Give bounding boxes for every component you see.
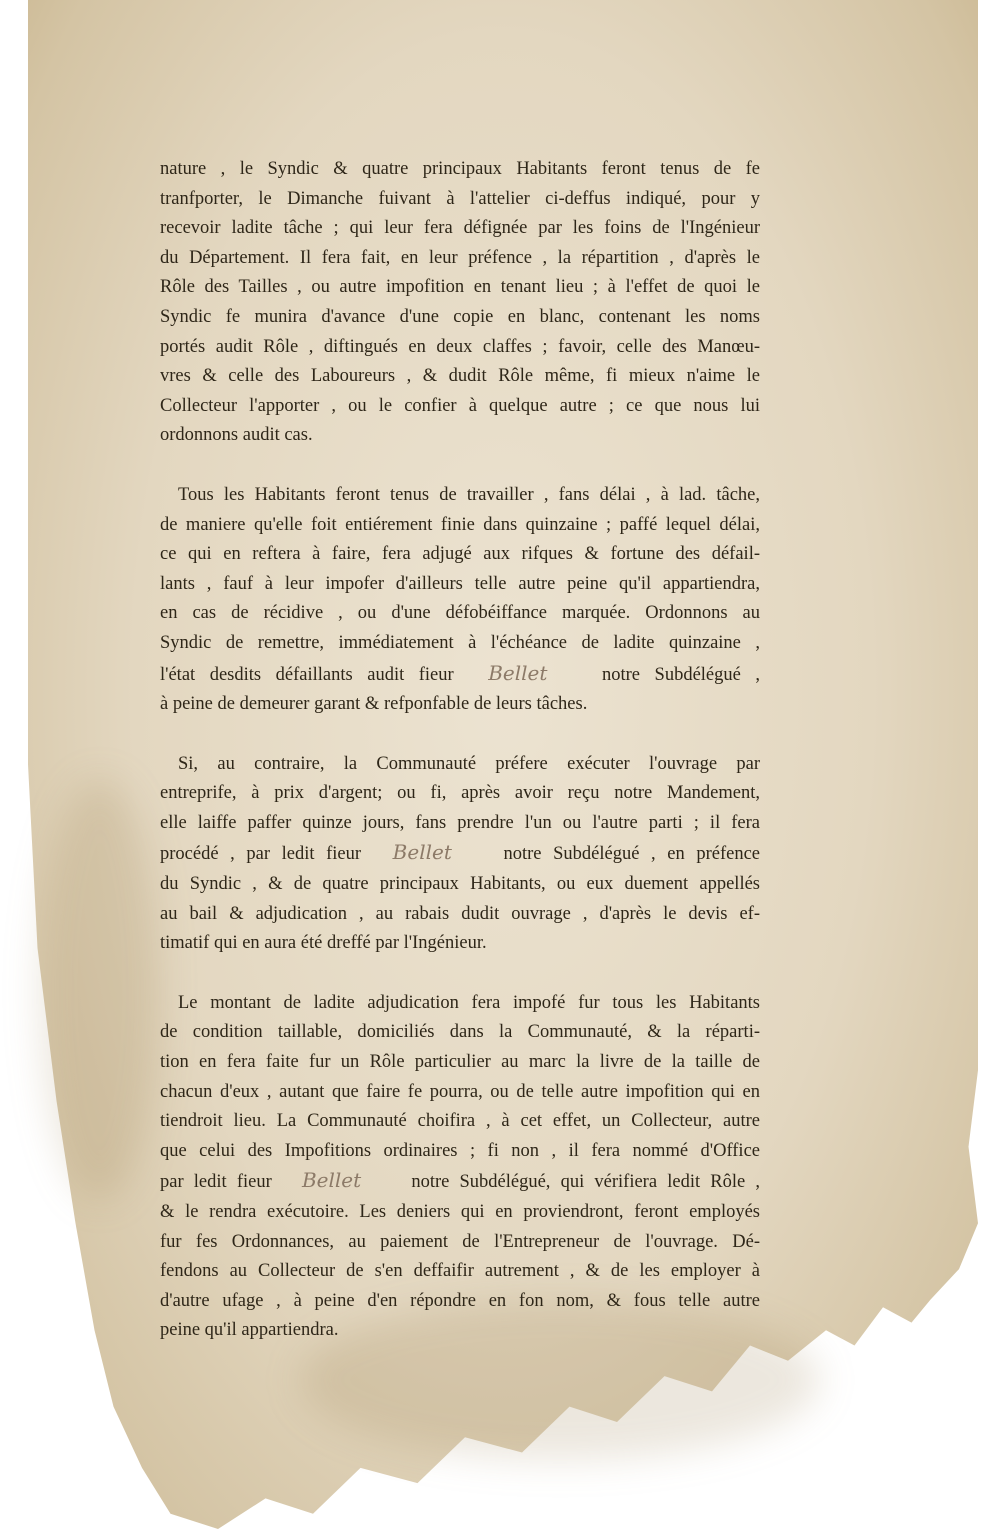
text-line: en cas de récidive , ou d'une défobéiffance marquée. Ordonnons au (160, 603, 760, 624)
handwritten-name: Bellet (488, 660, 548, 685)
text-fragment: notre Subdélégué, qui vérifiera ledit Rôle , (411, 1172, 760, 1193)
text-fragment: par ledit fieur (160, 1172, 272, 1193)
text-line: du Syndic , & de quatre principaux Habitants, ou eux duement appellés (160, 874, 760, 895)
text-fragment: notre Subdélégué , en préfence (503, 844, 761, 865)
text-line: Syndic fe munira d'avance d'une copie en blanc, contenant les noms (160, 306, 760, 327)
text-line: de condition taillable, domiciliés dans la Communauté, & la réparti- (160, 1022, 760, 1043)
text-line: Le montant de ladite adjudication fera impofé fur tous les Habitants (178, 992, 760, 1013)
text-line: tranfporter, le Dimanche fuivant à l'attelier ci-deffus indiqué, pour y (160, 188, 760, 209)
text-line: peine qu'il appartiendra. (160, 1320, 339, 1341)
text-line: de maniere qu'elle foit entiérement finie dans quinzaine ; paffé lequel délai, (160, 514, 760, 535)
text-line: Tous les Habitants feront tenus de travailler , fans délai , à lad. tâche, (178, 484, 760, 505)
text-fragment: l'état desdits défaillants audit fieur (160, 664, 454, 685)
text-line: ordonnons audit cas. (160, 425, 313, 446)
text-line: du Département. Il fera fait, en leur préfence , la répartition , d'après le (160, 247, 760, 268)
text-line: que celui des Impofitions ordinaires ; fi non , il fera nommé d'Office (160, 1140, 760, 1161)
handwritten-name: Bellet (301, 1168, 362, 1193)
text-line: & le rendra exécutoire. Les deniers qui en proviendront, feront employés (160, 1202, 760, 1222)
text-fragment: notre Subdélégué , (601, 664, 761, 685)
document-body (160, 155, 760, 1376)
text-line: timatif qui en aura été dreffé par l'Ingénieur. (160, 933, 487, 954)
text-line: portés audit Rôle , diftingués en deux claffes ; favoir, celle des Manœu- (160, 336, 760, 357)
text-line: d'autre ufage , à peine d'en répondre en fon nom, & fous telle autre (160, 1290, 760, 1311)
text-line: à peine de demeurer garant & refponfable de leurs tâches. (160, 694, 588, 715)
text-line-with-signature (160, 659, 760, 691)
text-line: fendons au Collecteur de s'en deffaifir autrement , & de les employer à (160, 1261, 760, 1282)
text-line: Collecteur l'apporter , ou le confier à quelque autre ; ce que nous lui (160, 395, 760, 416)
text-line: ce qui en reftera à faire, fera adjugé aux rifques & fortune des défail- (160, 544, 760, 565)
text-line: recevoir ladite tâche ; qui leur fera défignée par les foins de l'Ingénieur (160, 218, 760, 239)
text-line: tion en fera faite fur un Rôle particulier au marc la livre de la taille de (160, 1052, 760, 1073)
handwritten-name: Bellet (392, 840, 452, 865)
text-line: vres & celle des Laboureurs , & dudit Rôle même, fi mieux n'aime le (160, 366, 760, 387)
text-line: nature , le Syndic & quatre principaux Habitants feront tenus de fe (160, 159, 760, 179)
paragraph-4 (160, 989, 760, 1346)
paragraph-2 (160, 481, 760, 720)
text-line: lants , fauf à leur impofer d'ailleurs telle autre peine qu'il appartiendra, (160, 573, 760, 594)
paragraph-3 (160, 750, 760, 959)
text-fragment: procédé , par ledit fieur (160, 844, 362, 865)
text-line: Si, au contraire, la Communauté préfere exécuter l'ouvrage par (178, 753, 760, 774)
paragraph-1 (160, 155, 760, 451)
text-line: fur fes Ordonnances, au paiement de l'Entrepreneur de l'ouvrage. Dé- (160, 1231, 760, 1252)
text-line: entreprife, à prix d'argent; ou fi, après avoir reçu notre Mandement, (160, 783, 760, 804)
text-line-with-signature (160, 1166, 760, 1198)
stain-left (40, 780, 160, 1200)
text-line-with-signature (160, 838, 760, 870)
text-line: tiendroit lieu. La Communauté choifira , à cet effet, un Collecteur, autre (160, 1111, 760, 1132)
text-line: elle laiffe paffer quinze jours, fans prendre l'un ou l'autre parti ; il fera (160, 812, 760, 833)
text-line: Syndic de remettre, immédiatement à l'échéance de ladite quinzaine , (160, 632, 760, 653)
text-line: au bail & adjudication , au rabais dudit ouvrage , d'après le devis ef- (160, 903, 760, 924)
text-line: chacun d'eux , autant que faire fe pourra, ou de telle autre impofition qui en (160, 1081, 760, 1102)
text-line: Rôle des Tailles , ou autre impofition en tenant lieu ; à l'effet de quoi le (160, 277, 760, 298)
